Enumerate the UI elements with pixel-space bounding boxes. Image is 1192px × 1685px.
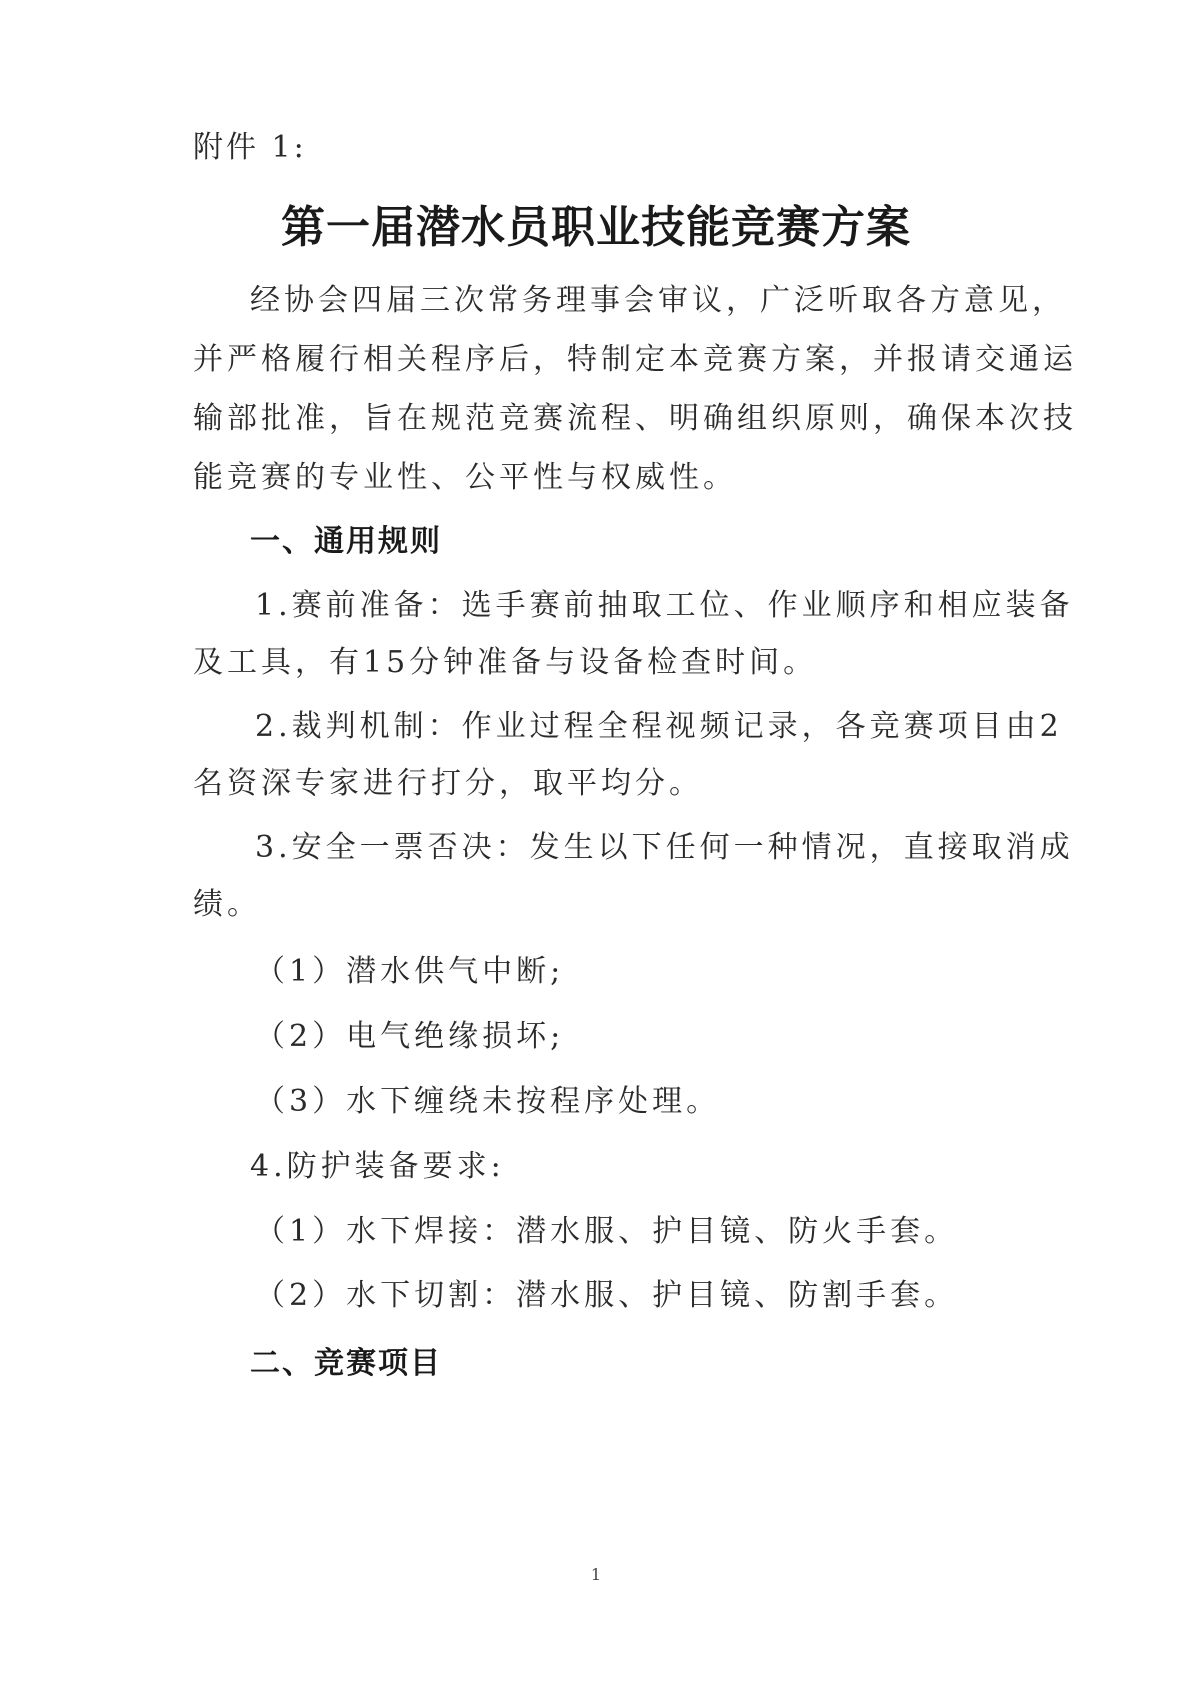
intro-line: 并严格履行相关程序后，特制定本竞赛方案，并报请交通运 [193, 342, 1077, 377]
list-item: （1）潜水供气中断; [255, 954, 565, 989]
list-item: （2）水下切割：潜水服、护目镜、防割手套。 [255, 1278, 959, 1313]
section-heading-general-rules: 一、通用规则 [250, 524, 442, 559]
rule-line: 4.防护装备要求: [250, 1149, 505, 1184]
attachment-label: 附件 1: [193, 130, 307, 165]
intro-line: 能竞赛的专业性、公平性与权威性。 [193, 460, 737, 495]
document-title: 第一届潜水员职业技能竞赛方案 [281, 202, 911, 253]
page-number: 1 [590, 1565, 602, 1584]
list-item: （2）电气绝缘损坏; [255, 1019, 565, 1054]
intro-line: 输部批准，旨在规范竞赛流程、明确组织原则，确保本次技 [193, 401, 1077, 436]
rule-line: 绩。 [193, 887, 261, 922]
intro-line: 经协会四届三次常务理事会审议，广泛听取各方意见， [250, 283, 1066, 318]
section-heading-competition-items: 二、竞赛项目 [250, 1346, 442, 1381]
rule-line: 及工具，有15分钟准备与设备检查时间。 [193, 645, 818, 680]
list-item: （3）水下缠绕未按程序处理。 [255, 1084, 721, 1119]
rule-line: 名资深专家进行打分，取平均分。 [193, 766, 703, 801]
rule-line: 2.裁判机制：作业过程全程视频记录，各竞赛项目由2 [255, 709, 1063, 744]
rule-line: 3.安全一票否决：发生以下任何一种情况，直接取消成 [255, 830, 1074, 865]
list-item: （1）水下焊接：潜水服、护目镜、防火手套。 [255, 1214, 959, 1249]
rule-line: 1.赛前准备：选手赛前抽取工位、作业顺序和相应装备 [255, 588, 1074, 623]
